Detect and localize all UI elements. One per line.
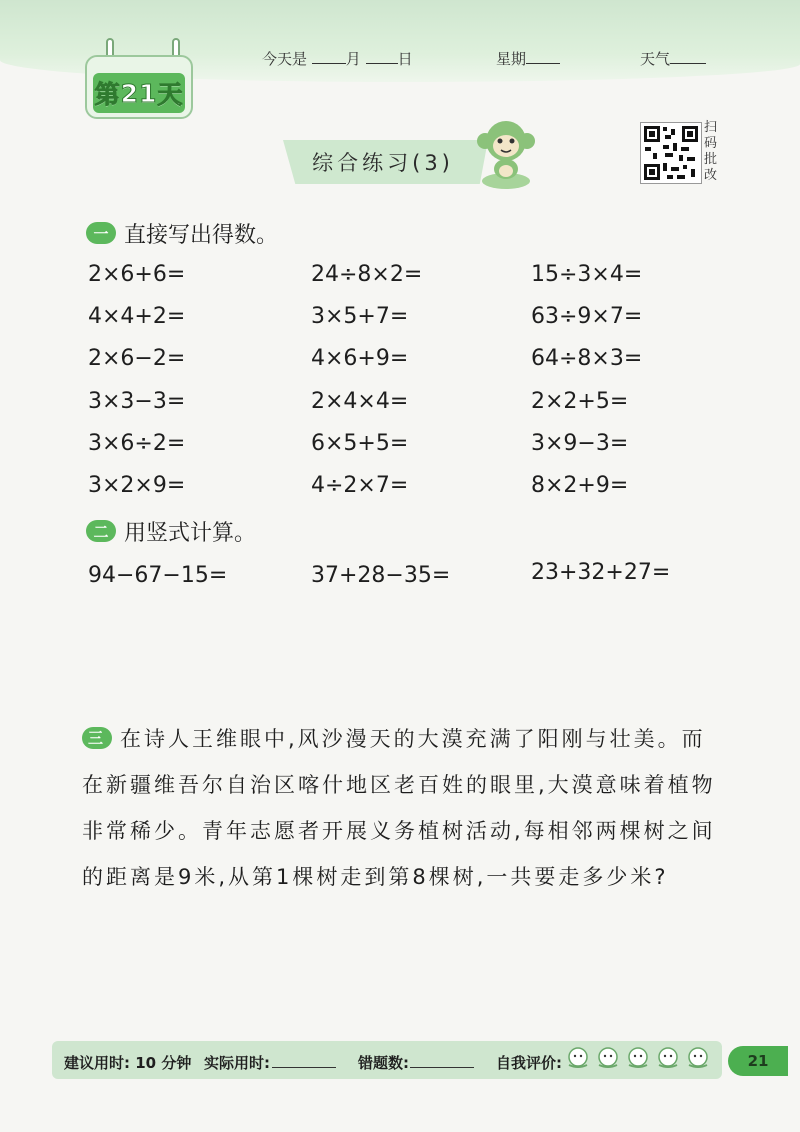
- expr-1-5: 3×6÷2=: [88, 431, 186, 456]
- actual-time-label: 实际用时:: [204, 1054, 270, 1072]
- expr-2-3: 4×6+9=: [311, 346, 409, 371]
- actual-time-blank[interactable]: [272, 1067, 336, 1068]
- expr-3-3: 64÷8×3=: [531, 346, 643, 371]
- day-blank[interactable]: [366, 51, 398, 64]
- flower-rating-icon-4[interactable]: [656, 1046, 680, 1070]
- expr-2-1: 24÷8×2=: [311, 262, 423, 287]
- expr-2-2: 3×5+7=: [311, 304, 409, 329]
- weekday-label: 星期: [496, 50, 527, 68]
- qr-code-icon[interactable]: [640, 122, 702, 184]
- expr-1-4: 3×3−3=: [88, 389, 186, 414]
- expr-1-2: 4×4+2=: [88, 304, 186, 329]
- expr-3-2: 63÷9×7=: [531, 304, 643, 329]
- section-2-title: 用竖式计算。: [124, 521, 257, 546]
- month-blank[interactable]: [312, 51, 346, 64]
- expr-3-4: 2×2+5=: [531, 389, 629, 414]
- weekday-blank[interactable]: [526, 51, 560, 64]
- expr-2-6: 4÷2×7=: [311, 473, 409, 498]
- expr-1-3: 2×6−2=: [88, 346, 186, 371]
- self-eval-label: 自我评价:: [496, 1054, 562, 1072]
- weekday-field: [496, 48, 560, 69]
- expr-1-6: 3×2×9=: [88, 473, 186, 498]
- weather-field: [640, 48, 706, 69]
- flower-rating-icon-2[interactable]: [596, 1046, 620, 1070]
- month-label: 月: [345, 50, 361, 68]
- vertical-calc-1: 94−67−15=: [88, 563, 228, 588]
- day-prefix: 第: [94, 80, 121, 109]
- weather-label: 天气: [640, 50, 671, 68]
- errors-label: 错题数:: [358, 1054, 409, 1072]
- section-2-number: 二: [86, 520, 116, 542]
- day-badge-label: [93, 73, 185, 113]
- flower-rating-icon-1[interactable]: [566, 1046, 590, 1070]
- expr-1-1: 2×6+6=: [88, 262, 186, 287]
- expr-2-5: 6×5+5=: [311, 431, 409, 456]
- suggested-time: 建议用时: 10 分钟: [64, 1054, 192, 1072]
- page-number: 21: [728, 1046, 788, 1076]
- qr-label: 扫码批改: [704, 120, 718, 183]
- expr-3-5: 3×9−3=: [531, 431, 629, 456]
- vertical-calc-2: 37+28−35=: [311, 563, 451, 588]
- day-number: 21: [120, 78, 158, 108]
- date-field: [262, 48, 413, 69]
- day-label: 日: [397, 50, 413, 68]
- word-problem: [82, 716, 722, 900]
- section-1-number: 一: [86, 222, 116, 244]
- monkey-mascot-icon: [475, 115, 537, 191]
- section-3-number: 三: [82, 727, 112, 749]
- flower-rating-icon-5[interactable]: [686, 1046, 710, 1070]
- expr-3-6: 8×2+9=: [531, 473, 629, 498]
- section-1-title: 直接写出得数。: [124, 223, 279, 248]
- expr-2-4: 2×4×4=: [311, 389, 409, 414]
- page-title: 综合练习(3): [312, 151, 454, 175]
- day-badge: [85, 55, 193, 119]
- date-prefix: 今天是: [262, 50, 308, 68]
- word-problem-text: 在诗人王维眼中,风沙漫天的大漠充满了阳刚与壮美。而在新疆维吾尔自治区喀什地区老百姓的眼里,大漠意味着植物非常稀少。青年志愿者开展义务植树活动,每相邻两棵树之间的距离是9米,从第1棵树走到第8棵树,一共要走多少米?: [82, 727, 716, 889]
- day-suffix: 天: [157, 80, 184, 109]
- expr-3-1: 15÷3×4=: [531, 262, 643, 287]
- weather-blank[interactable]: [670, 51, 706, 64]
- vertical-calc-3: 23+32+27=: [531, 560, 671, 585]
- flower-rating-icon-3[interactable]: [626, 1046, 650, 1070]
- errors-blank[interactable]: [410, 1067, 474, 1068]
